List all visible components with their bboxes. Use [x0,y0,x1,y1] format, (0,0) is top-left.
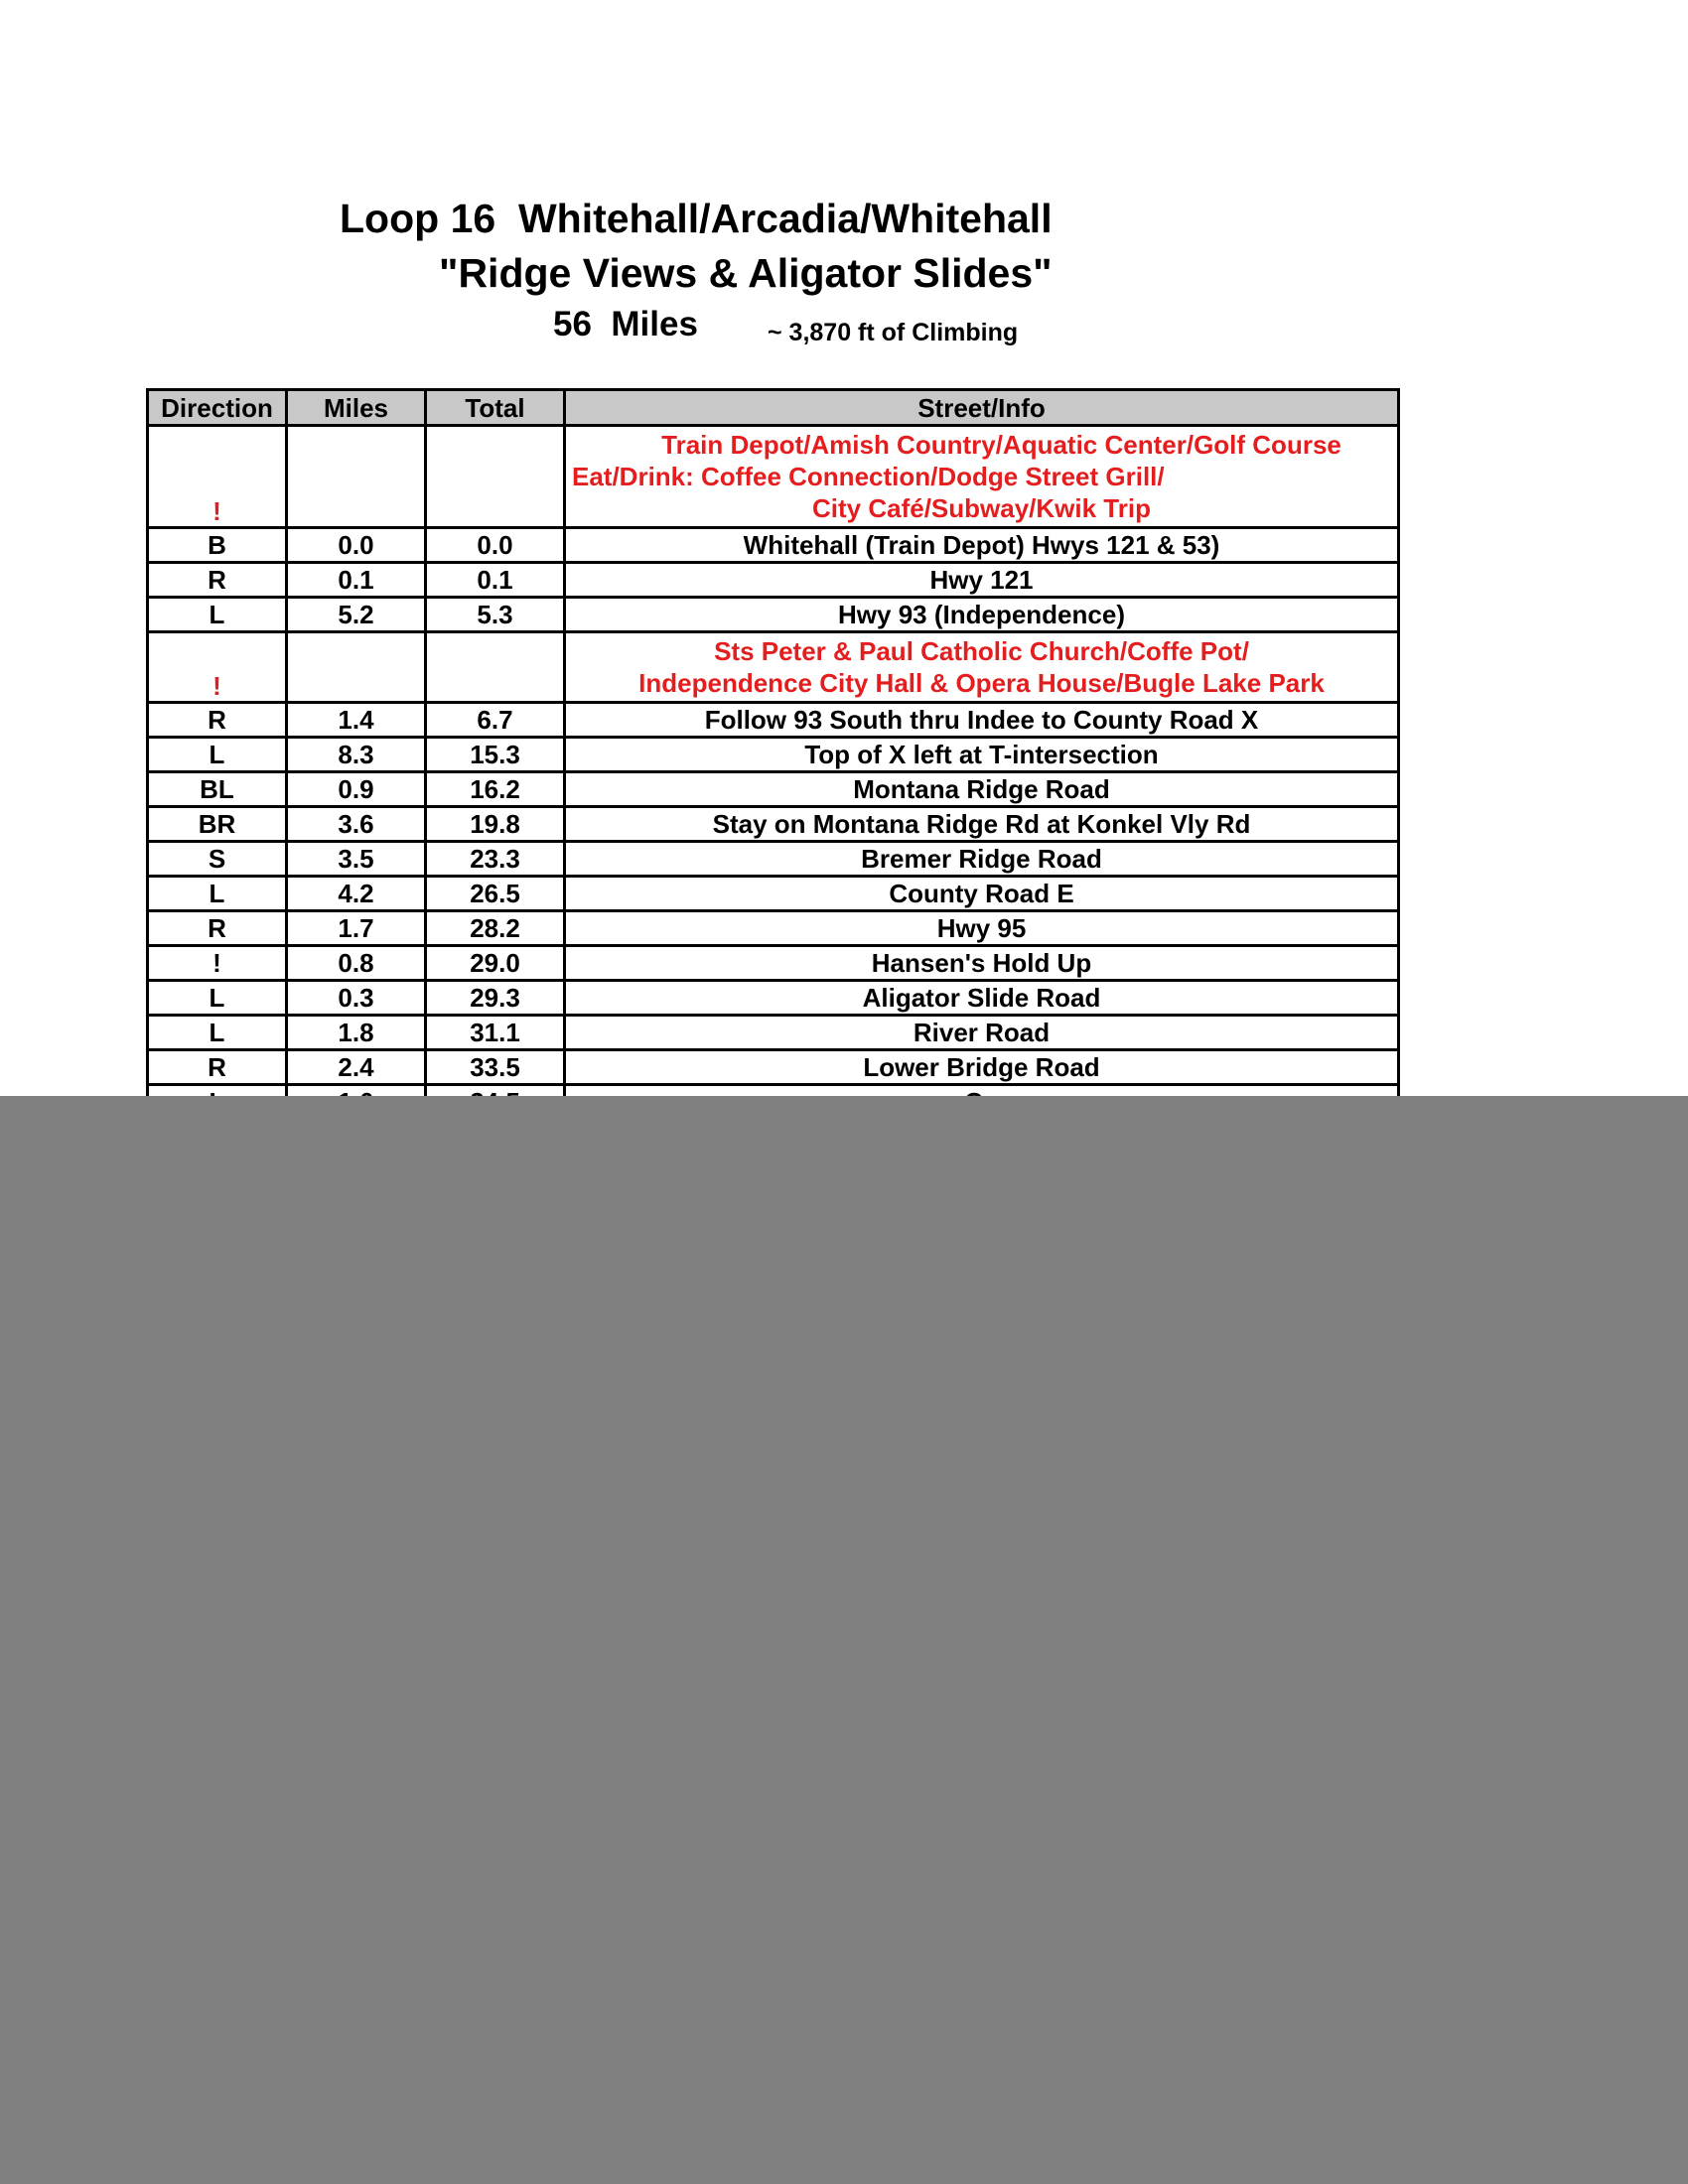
cell-direction: L [148,877,287,911]
cell-street: Hwy 93 (Independence) [565,598,1399,632]
cell-total: 26.5 [426,877,565,911]
occluding-gray-panel [0,1096,1688,2184]
table-row [148,946,1399,981]
route-climbing: ~ 3,870 ft of Climbing [768,319,1019,346]
cell-street: Lower Bridge Road [565,1050,1399,1085]
cell-miles: 0.1 [287,563,426,598]
cell-total: 5.3 [426,598,565,632]
cell-street: Hansen's Hold Up [565,946,1399,981]
cell-total: 33.5 [426,1050,565,1085]
cell-street: Montana Ridge Road [565,772,1399,807]
cell-total: 16.2 [426,772,565,807]
cell-miles: 1.4 [287,703,426,738]
info-row [148,632,1399,703]
cue-sheet-table [146,388,1400,1121]
cell-total: 6.7 [426,703,565,738]
table-row [148,563,1399,598]
table-row [148,703,1399,738]
info-total [426,426,565,528]
info-miles [287,632,426,703]
cell-street: Top of X left at T-intersection [565,738,1399,772]
cell-direction: L [148,598,287,632]
cell-street: Aligator Slide Road [565,981,1399,1016]
info-row [148,426,1399,528]
route-title: Loop 16 Whitehall/Arcadia/Whitehall [340,196,1053,241]
route-distance: 56 Miles [553,305,698,343]
cell-street: County Road E [565,877,1399,911]
cell-miles: 0.9 [287,772,426,807]
cell-miles: 5.2 [287,598,426,632]
cell-total: 15.3 [426,738,565,772]
table-row [148,738,1399,772]
info-direction: ! [148,632,287,703]
cell-direction: L [148,738,287,772]
cell-total: 29.0 [426,946,565,981]
cell-street: River Road [565,1016,1399,1050]
cell-direction: B [148,528,287,563]
cell-direction: BR [148,807,287,842]
table-row [148,528,1399,563]
cell-direction: R [148,1050,287,1085]
cell-direction: L [148,1016,287,1050]
cell-street: Whitehall (Train Depot) Hwys 121 & 53) [565,528,1399,563]
header-direction: Direction [148,390,287,426]
cell-total: 0.1 [426,563,565,598]
cell-street: Stay on Montana Ridge Rd at Konkel Vly Rd [565,807,1399,842]
cell-miles: 8.3 [287,738,426,772]
cell-direction: R [148,703,287,738]
cell-miles: 1.8 [287,1016,426,1050]
info-direction: ! [148,426,287,528]
cell-direction: R [148,911,287,946]
cell-direction: R [148,563,287,598]
table-header-row [148,390,1399,426]
cell-total: 0.0 [426,528,565,563]
header-street-info: Street/Info [565,390,1399,426]
cell-street: Bremer Ridge Road [565,842,1399,877]
cell-miles: 3.5 [287,842,426,877]
table-row [148,772,1399,807]
table-row [148,807,1399,842]
table-row [148,598,1399,632]
info-text [565,632,1399,703]
cell-total: 28.2 [426,911,565,946]
header-miles: Miles [287,390,426,426]
cell-total: 23.3 [426,842,565,877]
table-row [148,1050,1399,1085]
info-line: Sts Peter & Paul Catholic Church/Coffe Pot/ [714,636,1249,666]
cell-miles: 4.2 [287,877,426,911]
cell-street: Follow 93 South thru Indee to County Road X [565,703,1399,738]
cell-miles: 0.8 [287,946,426,981]
info-text [565,426,1399,528]
table-row [148,911,1399,946]
cell-direction: S [148,842,287,877]
route-subtitle: "Ridge Views & Aligator Slides" [439,250,1053,296]
cell-total: 31.1 [426,1016,565,1050]
table-row [148,877,1399,911]
cell-miles: 0.3 [287,981,426,1016]
cell-street: Hwy 121 [565,563,1399,598]
info-line: Eat/Drink: Coffee Connection/Dodge Street Grill/ [572,462,1165,491]
table-row [148,1016,1399,1050]
cell-total: 19.8 [426,807,565,842]
cell-total: 29.3 [426,981,565,1016]
cell-miles: 1.7 [287,911,426,946]
cell-direction: ! [148,946,287,981]
cell-direction: BL [148,772,287,807]
cell-miles: 2.4 [287,1050,426,1085]
info-total [426,632,565,703]
table-row [148,842,1399,877]
cell-miles: 0.0 [287,528,426,563]
cell-street: Hwy 95 [565,911,1399,946]
info-line: Train Depot/Amish Country/Aquatic Center/Golf Course [661,430,1341,460]
info-line: City Café/Subway/Kwik Trip [812,493,1151,523]
table-row [148,981,1399,1016]
info-line: Independence City Hall & Opera House/Bugle Lake Park [638,668,1325,698]
info-miles [287,426,426,528]
cell-direction: L [148,981,287,1016]
header-total: Total [426,390,565,426]
cell-miles: 3.6 [287,807,426,842]
